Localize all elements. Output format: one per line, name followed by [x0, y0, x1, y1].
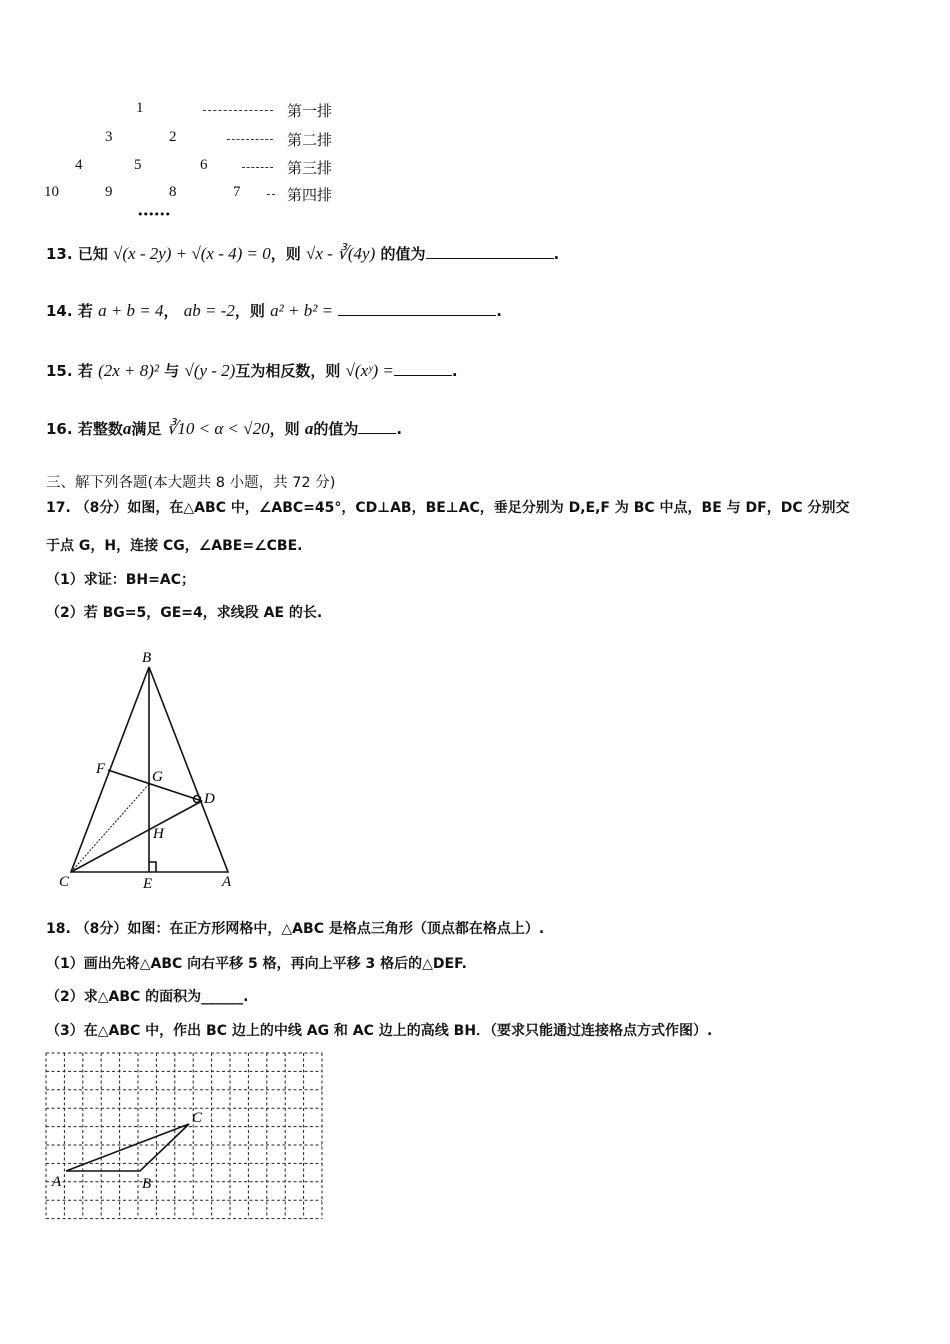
- math-expression: (2x + 8)²: [98, 361, 159, 380]
- math-expression: √x - ∛(4y): [306, 244, 376, 263]
- question-number: 14.: [46, 302, 73, 320]
- row-leader-line: [227, 139, 273, 140]
- question-text: 互为相反数，则: [235, 362, 341, 380]
- label-b: B: [142, 1176, 152, 1192]
- question-13: [46, 243, 559, 264]
- math-expression: √(xʸ) =: [345, 361, 394, 380]
- question-17-line2: 于点 G，H，连接 CG，∠ABE=∠CBE.: [46, 538, 303, 554]
- triangle-figure: [50, 640, 250, 895]
- seat-number: 2: [169, 129, 177, 145]
- question-15: [46, 360, 458, 381]
- label-e: E: [143, 876, 153, 892]
- question-text: ，则: [234, 302, 265, 320]
- question-text: ，则: [269, 420, 300, 438]
- seat-number: 10: [44, 184, 59, 200]
- question-text: .: [396, 420, 403, 438]
- grid-figure: [40, 1048, 340, 1226]
- row-label-3: 第三排: [287, 159, 333, 177]
- question-text: 已知: [77, 245, 108, 263]
- math-expression: a² + b² =: [270, 301, 334, 320]
- question-text: 若: [77, 302, 93, 320]
- math-expression: ∛10 < α < √20: [166, 419, 270, 438]
- question-number: 13.: [46, 245, 73, 263]
- question-18-part1: （1）画出先将△ABC 向右平移 5 格，再向上平移 3 格后的△DEF.: [46, 956, 467, 972]
- answer-blank[interactable]: [426, 244, 554, 259]
- seat-number: 8: [169, 184, 177, 200]
- seat-number: 3: [105, 129, 113, 145]
- seat-number: 9: [105, 184, 113, 200]
- question-text: 的值为: [313, 420, 359, 438]
- label-f: F: [96, 761, 106, 777]
- question-text: 若整数: [77, 420, 123, 438]
- seat-number: 5: [134, 157, 142, 173]
- label-g: G: [152, 769, 163, 785]
- question-14: [46, 300, 502, 321]
- math-variable: a: [122, 419, 132, 438]
- math-expression: √(y - 2): [184, 361, 236, 380]
- question-text: 满足: [131, 420, 162, 438]
- question-text: 的值为: [380, 245, 426, 263]
- seating-ellipsis: ••••••: [137, 208, 170, 221]
- row-leader-line: [242, 167, 273, 168]
- label-a: A: [52, 1174, 62, 1190]
- seat-number: 7: [233, 184, 241, 200]
- row-label-2: 第二排: [287, 131, 333, 149]
- question-17-part2: （2）若 BG=5，GE=4，求线段 AE 的长.: [46, 605, 323, 621]
- segment-cd: [71, 801, 202, 872]
- section-heading: 三、解下列各题(本大题共 8 小题，共 72 分): [46, 475, 336, 491]
- label-d: D: [204, 791, 215, 807]
- question-18-part3: （3）在△ABC 中，作出 BC 边上的中线 AG 和 AC 边上的高线 BH．（要求只能通过连接格点方式作图）.: [46, 1023, 713, 1039]
- math-expression: ab = -2: [183, 301, 235, 320]
- triangle-abc-grid: [66, 1124, 189, 1171]
- question-number: 16.: [46, 420, 73, 438]
- row-leader-line: [203, 110, 273, 111]
- label-b: B: [142, 650, 152, 666]
- square-grid: [46, 1053, 322, 1219]
- row-label-1: 第一排: [287, 102, 333, 120]
- question-text: 与: [164, 362, 180, 380]
- question-number: 15.: [46, 362, 73, 380]
- segment-cg: [71, 784, 149, 872]
- row-label-4: 第四排: [287, 186, 333, 204]
- question-17-line1: 17. （8分）如图，在△ABC 中，∠ABC=45°，CD⊥AB，BE⊥AC，垂足分别为 D,E,F 为 BC 中点，BE 与 DF，DC 分别交: [46, 500, 850, 516]
- question-text: 若: [77, 362, 93, 380]
- question-text: .: [451, 362, 458, 380]
- question-text: ，则: [270, 245, 301, 263]
- question-18-part2: （2）求△ABC 的面积为______.: [46, 989, 249, 1005]
- label-a: A: [222, 874, 232, 890]
- label-h: H: [153, 826, 164, 842]
- question-16: [46, 418, 402, 439]
- label-c: C: [192, 1110, 203, 1126]
- row-leader-line: [267, 194, 275, 195]
- question-text: .: [553, 245, 560, 263]
- math-expression: √(x - 2y) + √(x - 4) = 0: [113, 244, 271, 263]
- answer-blank[interactable]: [394, 361, 452, 376]
- right-angle-mark-e: [149, 862, 156, 872]
- question-text: ，: [163, 302, 179, 320]
- math-expression: a + b = 4: [98, 301, 164, 320]
- math-variable: a: [304, 419, 314, 438]
- seat-number: 6: [200, 157, 208, 173]
- seat-number: 4: [75, 157, 83, 173]
- answer-blank[interactable]: [338, 301, 496, 316]
- question-18-line1: 18. （8分）如图：在正方形网格中，△ABC 是格点三角形（顶点都在格点上）.: [46, 921, 545, 937]
- label-c: C: [59, 874, 70, 890]
- question-17-part1: （1）求证：BH=AC；: [46, 572, 195, 588]
- answer-blank[interactable]: [358, 419, 396, 434]
- seat-number: 1: [136, 100, 144, 116]
- question-text: .: [496, 302, 502, 320]
